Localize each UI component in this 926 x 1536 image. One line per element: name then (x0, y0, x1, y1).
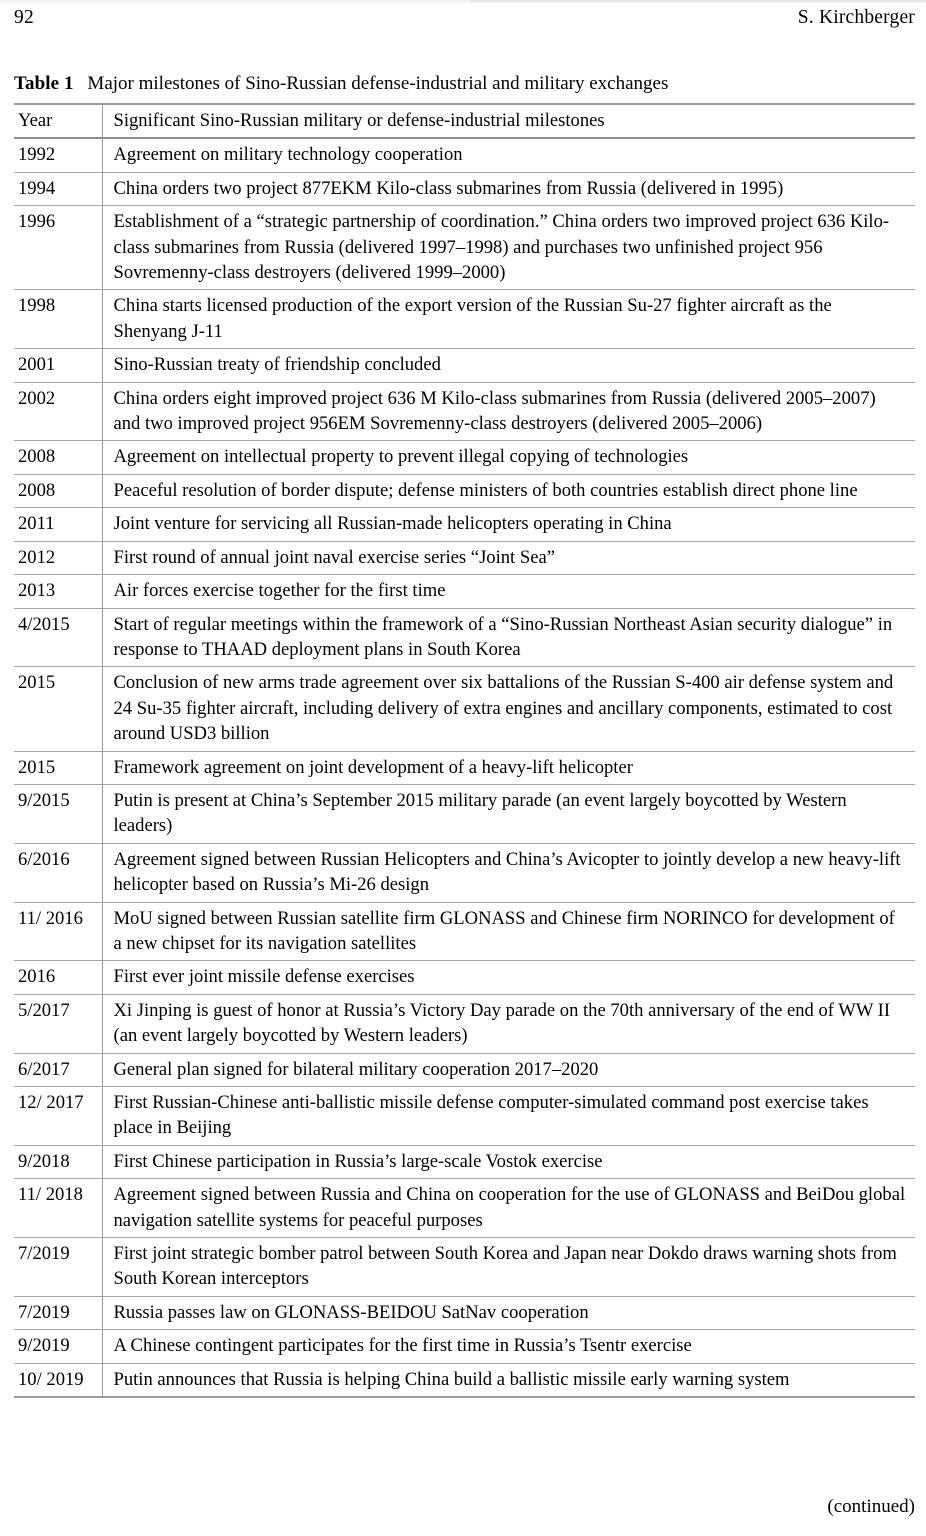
table-row (14, 206, 915, 290)
cell-year: 2016 (18, 966, 56, 988)
table-row (14, 441, 915, 474)
cell-milestone: Framework agreement on joint development of a heavy-lift helicopter (102, 751, 915, 784)
table-row (14, 667, 915, 751)
table-row (14, 1363, 915, 1397)
table-row (14, 1145, 915, 1178)
cell-year: 2015 (18, 672, 56, 694)
cell-year: 2013 (18, 580, 56, 602)
cell-milestone: Agreement signed between Russia and China on cooperation for the use of GLONASS and BeiDou global navigation satellite systems for peaceful purposes (102, 1179, 915, 1238)
cell-milestone: Sino-Russian treaty of friendship concluded (102, 349, 915, 382)
table-row (14, 1087, 915, 1146)
cell-milestone: China orders two project 877EKM Kilo-class submarines from Russia (delivered in 1995) (102, 172, 915, 205)
cell-year: 6/2017 (18, 1058, 70, 1080)
cell-milestone: A Chinese contingent participates for the first time in Russia’s Tsentr exercise (102, 1330, 915, 1363)
table-row (14, 961, 915, 994)
table-caption-text: Major milestones of Sino-Russian defense-industrial and military exchanges (87, 73, 669, 94)
cell-milestone: First round of annual joint naval exercise series “Joint Sea” (102, 541, 915, 574)
table-caption-label: Table 1 (14, 73, 74, 94)
cell-milestone: Start of regular meetings within the framework of a “Sino-Russian Northeast Asian security dialogue” in response to THAAD deployment plans in South Korea (102, 608, 915, 667)
cell-year: 5/2017 (18, 999, 70, 1021)
cell-milestone: Xi Jinping is guest of honor at Russia’s Victory Day parade on the 70th anniversary of the end of WW II (an event largely boycotted by Western leaders) (102, 994, 915, 1053)
cell-year: 1996 (18, 211, 56, 233)
cell-year: 4/2015 (18, 613, 70, 635)
cell-milestone: Agreement on intellectual property to prevent illegal copying of technologies (102, 441, 915, 474)
cell-year: 7/2019 (18, 1301, 70, 1323)
cell-milestone: Conclusion of new arms trade agreement over six battalions of the Russian S-400 air defense system and 24 Su-35 fighter aircraft, including delivery of extra engines and ancillary components, estimated to cost around USD3 billion (102, 667, 915, 751)
cell-year: 6/2016 (18, 848, 70, 870)
cell-year: 11/ 2016 (18, 907, 83, 929)
table-row (14, 474, 915, 507)
cell-year: 9/2015 (18, 789, 70, 811)
cell-milestone: General plan signed for bilateral military cooperation 2017–2020 (102, 1053, 915, 1086)
table-row (14, 1330, 915, 1363)
cell-milestone: Agreement signed between Russian Helicopters and China’s Avicopter to jointly develop a new heavy-lift helicopter based on Russia’s Mi-26 design (102, 843, 915, 902)
table-row (14, 751, 915, 784)
cell-year: 10/ 2019 (18, 1368, 84, 1390)
cell-year: 1992 (18, 144, 56, 166)
table-row (14, 994, 915, 1053)
table-row (14, 1179, 915, 1238)
cell-year: 2015 (18, 756, 56, 778)
cell-milestone: Putin is present at China’s September 2015 military parade (an event largely boycotted by Western leaders) (102, 784, 915, 843)
cell-milestone: Peaceful resolution of border dispute; defense ministers of both countries establish direct phone line (102, 474, 915, 507)
table-container (14, 103, 915, 1398)
table-row (14, 784, 915, 843)
table-head (14, 104, 915, 138)
cell-milestone: First Chinese participation in Russia’s large-scale Vostok exercise (102, 1145, 915, 1178)
table-row (14, 172, 915, 205)
cell-year: 2008 (18, 479, 56, 501)
table-row (14, 138, 915, 172)
cell-milestone: First Russian-Chinese anti-ballistic missile defense computer-simulated command post exercise takes place in Beijing (102, 1087, 915, 1146)
cell-year: 2011 (18, 513, 55, 535)
page-number: 92 (14, 7, 34, 28)
cell-milestone: Air forces exercise together for the first time (102, 575, 915, 608)
table-header-row (14, 104, 915, 138)
column-header-milestone: Significant Sino-Russian military or defense-industrial milestones (102, 104, 915, 138)
cell-year: 1998 (18, 295, 56, 317)
cell-year: 2002 (18, 387, 56, 409)
table-row (14, 290, 915, 349)
table-caption (14, 72, 915, 96)
column-header-year: Year (18, 110, 53, 131)
table-row (14, 1053, 915, 1086)
cell-milestone: MoU signed between Russian satellite firm GLONASS and Chinese firm NORINCO for development of a new chipset for its navigation satellites (102, 902, 915, 961)
cell-milestone: Agreement on military technology cooperation (102, 138, 915, 172)
cell-year: 1994 (18, 177, 56, 199)
table-row (14, 843, 915, 902)
table-row (14, 349, 915, 382)
cell-milestone: First joint strategic bomber patrol between South Korea and Japan near Dokdo draws warning shots from South Korean interceptors (102, 1238, 915, 1297)
cell-year: 2001 (18, 354, 56, 376)
cell-milestone: Establishment of a “strategic partnership of coordination.” China orders two improved project 636 Kilo-class submarines from Russia (delivered 1997–1998) and purchases two unfinished project 956 Sovremenny-class destroyers (delivered 1999–2000) (102, 206, 915, 290)
cell-year: 7/2019 (18, 1243, 70, 1265)
table-row (14, 902, 915, 961)
cell-milestone: Putin announces that Russia is helping China build a ballistic missile early warning system (102, 1363, 915, 1397)
table-row (14, 508, 915, 541)
cell-year: 2012 (18, 546, 56, 568)
cell-milestone: First ever joint missile defense exercises (102, 961, 915, 994)
cell-milestone: China orders eight improved project 636 M Kilo-class submarines from Russia (delivered 2005–2007) and two improved project 956EM Sovremenny-class destroyers (delivered 2005–2006) (102, 382, 915, 441)
cell-year: 11/ 2018 (18, 1184, 83, 1206)
continued-note: (continued) (827, 1496, 915, 1517)
table-row (14, 608, 915, 667)
running-head (14, 6, 915, 30)
table-row (14, 1238, 915, 1297)
table-row (14, 382, 915, 441)
cell-milestone: China starts licensed production of the export version of the Russian Su-27 fighter aircraft as the Shenyang J-11 (102, 290, 915, 349)
table-row (14, 1296, 915, 1329)
cell-year: 9/2019 (18, 1335, 70, 1357)
cell-year: 12/ 2017 (18, 1092, 84, 1113)
cell-milestone: Joint venture for servicing all Russian-made helicopters operating in China (102, 508, 915, 541)
cell-year: 2008 (18, 446, 56, 468)
cell-year: 9/2018 (18, 1150, 70, 1172)
table-row (14, 541, 915, 574)
table-body (14, 138, 915, 1397)
table-row (14, 575, 915, 608)
cell-milestone: Russia passes law on GLONASS-BEIDOU SatNav cooperation (102, 1296, 915, 1329)
milestones-table (14, 103, 915, 1398)
running-head-author: S. Kirchberger (797, 7, 915, 28)
